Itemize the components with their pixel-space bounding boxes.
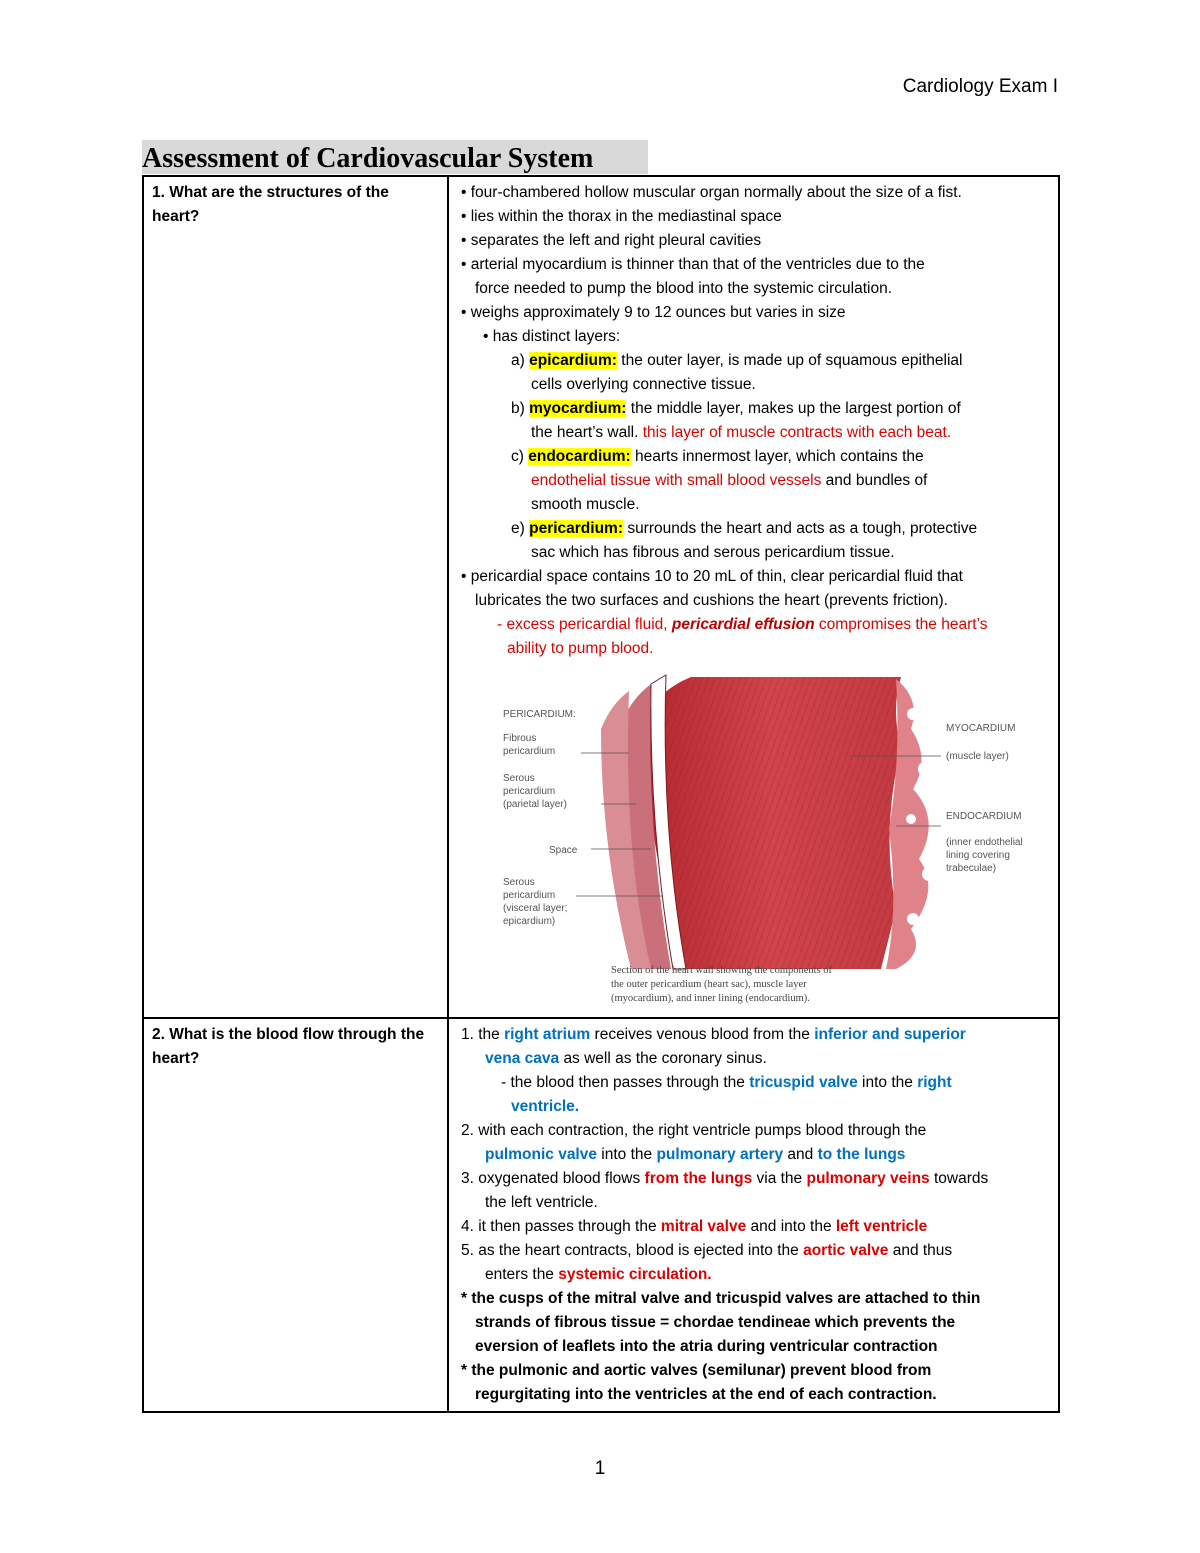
label-serous-visceral: (visceral layer; <box>503 903 568 914</box>
list-item <box>461 1239 1050 1263</box>
list-item: • arterial myocardium is thinner than that of the ventricles due to the <box>461 256 925 273</box>
heart-wall-drawing <box>601 675 936 969</box>
step-term: right <box>917 1074 952 1091</box>
note-item <box>461 637 1050 661</box>
list-item <box>461 277 1050 301</box>
bullet-text: lies within the thorax in the mediastinal space <box>470 208 782 225</box>
label-serous-visceral: pericardium <box>503 890 556 901</box>
step-text: and into the <box>750 1218 832 1235</box>
note-item <box>461 1383 1050 1407</box>
layer-text-red: this layer of muscle contracts with each beat. <box>642 424 952 441</box>
list-item: • four-chambered hollow muscular organ normally about the size of a fist. <box>461 184 962 201</box>
layer-term: epicardium: <box>529 352 617 369</box>
layer-item <box>461 469 1050 493</box>
label-serous-visceral: Serous <box>503 877 535 888</box>
list-item <box>461 1023 1050 1047</box>
layer-text: the middle layer, makes up the largest portion of <box>630 400 961 417</box>
figure-caption: the outer pericardium (heart sac), muscle layer <box>611 979 807 990</box>
note-text: * the pulmonic and aortic valves (semilunar) prevent blood from <box>461 1362 932 1379</box>
question-cell <box>143 176 448 1018</box>
step-term: pulmonary veins <box>806 1170 930 1187</box>
step-text: receives venous blood from the <box>594 1026 810 1043</box>
step-term: mitral valve <box>660 1218 747 1235</box>
step-text: - the blood then passes through the <box>501 1074 745 1091</box>
step-term: left ventricle <box>835 1218 928 1235</box>
list-item <box>461 589 1050 613</box>
note-text: strands of fibrous tissue = chordae tendineae which prevents the <box>475 1314 956 1331</box>
figure-caption: Section of the heart wall showing the components of <box>611 965 833 976</box>
layer-term: pericardium: <box>529 520 623 537</box>
answer-cell <box>448 1018 1059 1412</box>
layer-item <box>461 397 1050 421</box>
label-serous-parietal: Serous <box>503 773 535 784</box>
layer-text: hearts innermost layer, which contains the <box>635 448 924 465</box>
step-term: right atrium <box>504 1026 591 1043</box>
note-text: regurgitating into the ventricles at the end of each contraction. <box>475 1386 937 1403</box>
layer-item <box>461 541 1050 565</box>
layer-item <box>461 445 1050 469</box>
list-item <box>461 1071 1050 1095</box>
list-item <box>461 1047 1050 1071</box>
step-text: into the <box>862 1074 913 1091</box>
step-text: 1. the <box>461 1026 500 1043</box>
list-item <box>461 1095 1050 1119</box>
list-item: • pericardial space contains 10 to 20 mL of thin, clear pericardial fluid that <box>461 568 963 585</box>
layer-text: and bundles of <box>825 472 928 489</box>
layer-item <box>461 421 1050 445</box>
note-term: pericardial effusion <box>671 616 815 633</box>
step-term: ventricle. <box>511 1098 580 1115</box>
step-text: and <box>787 1146 814 1163</box>
bullet-text: four-chambered hollow muscular organ normally about the size of a fist. <box>470 184 962 201</box>
answer-cell <box>448 176 1059 1018</box>
list-item <box>461 1191 1050 1215</box>
bullet-text: has distinct layers: <box>492 328 621 345</box>
layer-term: endocardium: <box>528 448 631 465</box>
layer-item <box>461 349 1050 373</box>
step-term: systemic circulation. <box>558 1266 712 1283</box>
list-item: • has distinct layers: <box>483 328 621 345</box>
note-text: * the cusps of the mitral valve and tricuspid valves are attached to thin <box>461 1290 981 1307</box>
label-fibrous: pericardium <box>503 746 556 757</box>
bullet-text: pericardial space contains 10 to 20 mL of thin, clear pericardial fluid that <box>470 568 963 585</box>
step-term: from the lungs <box>644 1170 753 1187</box>
step-term: tricuspid valve <box>749 1074 858 1091</box>
layer-text: sac which has fibrous and serous pericardium tissue. <box>531 544 895 561</box>
step-text: into the <box>601 1146 653 1163</box>
label-muscle-layer: (muscle layer) <box>946 751 1009 762</box>
label-endocardium-desc: lining covering <box>946 850 1010 861</box>
label-pericardium: PERICARDIUM: <box>503 709 576 720</box>
table-row <box>143 176 1059 1018</box>
label-space: Space <box>549 845 578 856</box>
layer-text: surrounds the heart and acts as a tough, protective <box>627 520 978 537</box>
list-item <box>461 1119 1050 1143</box>
step-term: vena cava <box>485 1050 560 1067</box>
section-title: Assessment of Cardiovascular System <box>142 140 648 174</box>
step-term: pulmonic valve <box>485 1146 597 1163</box>
list-item: • lies within the thorax in the mediastinal space <box>461 208 782 225</box>
note-item <box>461 1287 1050 1311</box>
layer-text: the outer layer, is made up of squamous epithelial <box>621 352 963 369</box>
list-item <box>461 1143 1050 1167</box>
label-endocardium-desc: trabeculae) <box>946 863 997 874</box>
question-text: 2. What is the blood flow through the heart? <box>152 1026 425 1067</box>
note-item <box>461 1359 1050 1383</box>
page-number: 1 <box>594 1458 606 1479</box>
list-item: • separates the left and right pleural cavities <box>461 232 762 249</box>
step-text: and thus <box>892 1242 953 1259</box>
layer-mark: e) <box>511 520 525 537</box>
layer-item <box>461 517 1050 541</box>
note-item <box>461 1311 1050 1335</box>
layer-term: myocardium: <box>529 400 627 417</box>
label-fibrous: Fibrous <box>503 733 537 744</box>
figure-caption: (myocardium), and inner lining (endocardium). <box>611 993 810 1004</box>
step-term: pulmonary artery <box>656 1146 784 1163</box>
page-header: Cardiology Exam I <box>902 76 1058 97</box>
note-item <box>461 1335 1050 1359</box>
step-text: 4. it then passes through the <box>461 1218 657 1235</box>
step-text: 3. oxygenated blood flows <box>461 1170 641 1187</box>
layer-item <box>461 373 1050 397</box>
layer-text: cells overlying connective tissue. <box>531 376 756 393</box>
list-item <box>461 1215 1050 1239</box>
step-term: to the lungs <box>817 1146 906 1163</box>
step-text: 2. with each contraction, the right ventricle pumps blood through the <box>461 1122 927 1139</box>
layer-text: the heart’s wall. <box>531 424 639 441</box>
step-term: inferior and superior <box>814 1026 966 1043</box>
step-term: aortic valve <box>803 1242 889 1259</box>
note-text: ability to pump blood. <box>507 640 654 657</box>
layer-text: smooth muscle. <box>531 496 640 513</box>
note-text: compromises the heart’s <box>818 616 988 633</box>
label-serous-parietal: pericardium <box>503 786 556 797</box>
heart-wall-figure <box>501 669 1041 1009</box>
layer-mark: c) <box>511 448 524 465</box>
question-cell <box>143 1018 448 1412</box>
step-text: towards <box>933 1170 989 1187</box>
layer-item <box>461 493 1050 517</box>
bullet-text: separates the left and right pleural cavities <box>470 232 762 249</box>
step-text: as well as the coronary sinus. <box>563 1050 767 1067</box>
label-serous-parietal: (parietal layer) <box>503 799 567 810</box>
table-row <box>143 1018 1059 1412</box>
bullet-text: force needed to pump the blood into the systemic circulation. <box>475 280 893 297</box>
note-item <box>461 613 1050 637</box>
label-serous-visceral: epicardium) <box>503 916 556 927</box>
step-text: 5. as the heart contracts, blood is ejected into the <box>461 1242 799 1259</box>
list-item <box>461 1167 1050 1191</box>
step-text: via the <box>756 1170 803 1187</box>
step-text: the left ventricle. <box>485 1194 598 1211</box>
layer-mark: b) <box>511 400 525 417</box>
qa-table <box>142 175 1060 1413</box>
layer-mark: a) <box>511 352 525 369</box>
bullet-text: weighs approximately 9 to 12 ounces but varies in size <box>470 304 846 321</box>
bullet-text: arterial myocardium is thinner than that of the ventricles due to the <box>470 256 925 273</box>
list-item <box>461 1263 1050 1287</box>
step-text: enters the <box>485 1266 554 1283</box>
note-text: - excess pericardial fluid, <box>497 616 668 633</box>
label-myocardium: MYOCARDIUM <box>946 723 1016 734</box>
heart-wall-illustration <box>501 669 1041 1009</box>
question-text: 1. What are the structures of the heart? <box>152 184 389 225</box>
bullet-text: lubricates the two surfaces and cushions the heart (prevents friction). <box>475 592 948 609</box>
layer-text-red: endothelial tissue with small blood vessels <box>531 472 822 489</box>
label-endocardium-desc: (inner endothelial <box>946 837 1023 848</box>
list-item: • weighs approximately 9 to 12 ounces but varies in size <box>461 304 846 321</box>
note-text: eversion of leaflets into the atria during ventricular contraction <box>475 1338 938 1355</box>
label-endocardium: ENDOCARDIUM <box>946 811 1022 822</box>
